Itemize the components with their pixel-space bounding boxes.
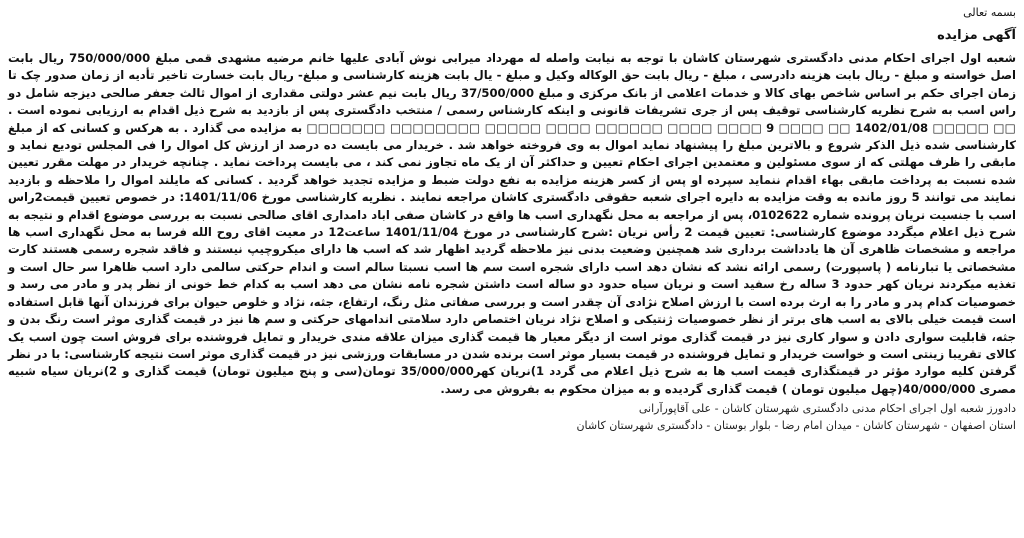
salutation: بسمه تعالی (963, 6, 1016, 19)
notice-footer (8, 400, 1016, 434)
signatory-line: دادورز شعبه اول اجرای احکام مدنی دادگستری شهرستان کاشان - علی آقاپورآرانی (638, 402, 1016, 416)
notice-paragraph: شعبه اول اجرای احکام مدنی دادگستری شهرستان کاشان با توجه به نیابت واصله له مهرداد میرابی نوش آبادی علیها خانم مرضیه مشهدی قمی مبلغ 750/000/000 ریال بابت اصل خواسته و مبلغ - ریال بابت هزینه دادرسی ، مبلغ - ریال بابت حق الوکاله وکیل و مبلغ - یال بابت هزینه کارشناسی و مبلغ- ریال بابت خسارت تاخیر تأدیه از زمان صدور چک تا زمان اجرای حکم بر اساس شاخص بهای کالا و خدمات اعلامی از بانک مرکزی و مبلغ 37/500/000 ریال بابت نیم عشر دولتی مقداری از اموال ثالث جعفر صالحی دیزجه شامل دو راس اسب به شرح نظریه کارشناسی توقیف پس از جری تشریفات قانونی و اینکه کارشناس رسمی / منتخب دادگستری پس از بازدید به شرح ذیل اقدام به ارزیابی نموده است . □□ □□□□□ 1402/01/08 □□ □□□□ 9 □□□□ □□□□ □□□□□□ □□□□ □□□□□ □□□□□□□□ □□□□□□□ به مزایده می گذارد . به هرکس و کسانی که از مبلغ کارشناسی شده ذیل الذکر شروع و بالاترین مبلغ را پیشنهاد نماید اموال به وی فروخته خواهد شد . خریدار می بایست ده درصد از ارزش کل اموال را فی المجلس تودیع نماید و مابقی را ظرف مهلتی که از سوی مسئولین و معتمدین اجرای احکام تعیین و حداکثر آن از یک ماه تجاوز نمی کند ، می بایست پرداخت نماید . چنانچه خریدار در مهلت مقرر تعیین شده نسبت به پرداخت مابقی بهاء اقدام ننماید سپرده او پس از کسر هزینه مزایده به نفع دولت ضبط و مزایده تجدید خواهد گردید . کسانی که مایلند اموال را ملاحظه و بازدید نمایند می توانند 5 روز مانده به وقت مزایده به دایره اجرای شعبه حقوقی دادگستری کاشان مراجعه نمایند . نظریه کارشناسی مورخ 1401/11/06: در خصوص تعیین قیمت2راس اسب با جنسیت نریان پرونده شماره 0102622، پس از مراجعه به محل نگهداری اسب ها واقع در کاشان صفی اباد دامداری اقای صالحی نسبت به بررسی موضوع اقدام و نتیجه به شرح ذیل اعلام میگردد موضوع کارشناسی: تعیین قیمت 2 رأس نریان :شرح کارشناسی در مورخ 1401/11/04 ساعت12 در معیت اقای روح الله فرسا به محل نگهداری اسب ها مراجعه و مشخصات ظاهری آن ها یادداشت برداری شد همچنین وضعیت بدنی نیز ملاحظه گردید اظهار شد که اسب ها دارای میکروچیپ نیستند و فاقد شجره رسمی هستند کارت مشخصاتی یا تبارنامه ( پاسپورت) رسمی ارائه نشد که نشان دهد اسب دارای شجره است سم ها اسب نسبتا سالم است و اندام حرکتی سالمی دارد اسب ظاهرا سر حال است و تغذیه میکردند نریان کهر حدود 3 ساله رخ سفید است و نریان سیاه حدود دو ساله است داشتن شجره نامه نشان می دهد اسب به کدام خط خونی از نظر پدر و مادر می رسد و خصوصیات کدام پدر و مادر را به ارث برده است با ارزش اصلاح نژادی آن چقدر است و بررسی صفاتی مثل رنگ، ارتفاع، جثه، نژاد و خلوص حیوان برای فرزندان آنها قابل استفاده است قیمت خیلی بالای به اسب های برتر از نظر خصوصیات ژنتیکی و اصلاح نژاد نریان اختصاص دارد سلامتی اندامهای حرکتی و سم ها نیز در قیمت گذاری موثر است رنگ بدن و جثه، قابلیت سواری دادن و سوار کاری نیز در قیمت گذاری موثر است از دیگر معیار ها قیمت گذاری میزان علاقه مندی خریدار و تمایل فروشنده برای فروش است چون اسب یک کالای تقریبا زینتی است و خواست خریدار و تمایل فروشنده در قیمت بسیار موثر است برنده شدن در مسابقات ورزشی نیز در قیمت گذاری موثر است نتیجه کارشناسی: با در نظر گرفتن کلیه موارد مؤثر در قیمتگذاری قیمت اسب ها به شرح ذیل اعلام می گردد 1)نریان کهر35/000/000 تومان(سی و پنج میلیون تومان) قیمت گذاری و 2)نریان سیاه شبیه مصری 40/000/000(چهل میلیون تومان ) قیمت گذاری گردیده و به میزان محکوم به بفروش می رسد. (8, 51, 1017, 396)
notice-title: آگهی مزایده (937, 28, 1016, 43)
notice-body (8, 50, 1016, 398)
address-line: استان اصفهان - شهرستان کاشان - میدان امام رضا - بلوار بوستان - دادگستری شهرستان کاشان (576, 419, 1016, 433)
